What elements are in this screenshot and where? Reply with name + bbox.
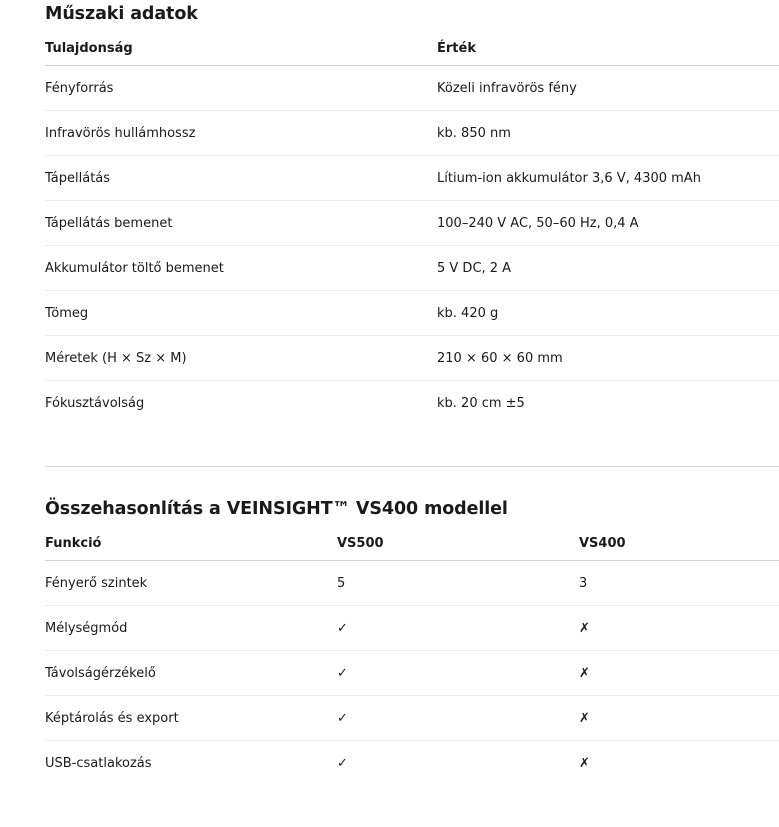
spec-property: Tápellátás bbox=[45, 156, 437, 201]
column-header-value: Érték bbox=[437, 31, 779, 66]
column-header-property: Tulajdonság bbox=[45, 31, 437, 66]
check-mark-icon: ✓ bbox=[337, 606, 579, 651]
spec-property: Fényforrás bbox=[45, 66, 437, 111]
table-row bbox=[45, 606, 779, 651]
spec-property: Infravörös hullámhossz bbox=[45, 111, 437, 156]
spec-value: 100–240 V AC, 50–60 Hz, 0,4 A bbox=[437, 201, 779, 246]
cross-mark-icon: ✗ bbox=[579, 755, 590, 771]
feature-name: Képtárolás és export bbox=[45, 696, 337, 741]
table-row bbox=[45, 336, 779, 381]
check-mark-icon: ✓ bbox=[337, 755, 348, 771]
spec-property: Tömeg bbox=[45, 291, 437, 336]
table-row bbox=[45, 66, 779, 111]
check-mark-icon: ✓ bbox=[337, 696, 579, 741]
spec-value: kb. 850 nm bbox=[437, 111, 779, 156]
table-header-row bbox=[45, 31, 779, 66]
feature-name: Fényerő szintek bbox=[45, 561, 337, 606]
vs400-value: 3 bbox=[579, 561, 779, 606]
table-row bbox=[45, 651, 779, 696]
table-row bbox=[45, 156, 779, 201]
spec-value: kb. 420 g bbox=[437, 291, 779, 336]
cross-mark-icon: ✗ bbox=[579, 696, 779, 741]
spec-value: kb. 20 cm ±5 bbox=[437, 395, 525, 411]
comparison-section-title: Összehasonlítás a VEINSIGHT™ VS400 modellel bbox=[45, 499, 508, 519]
spec-value: 5 V DC, 2 A bbox=[437, 246, 779, 291]
table-row bbox=[45, 561, 779, 606]
feature-name: Távolságérzékelő bbox=[45, 651, 337, 696]
table-row bbox=[45, 246, 779, 291]
cross-mark-icon: ✗ bbox=[579, 651, 779, 696]
check-mark-icon: ✓ bbox=[337, 651, 579, 696]
spec-property: Méretek (H × Sz × M) bbox=[45, 336, 437, 381]
vs500-value: 5 bbox=[337, 561, 579, 606]
spec-property: Akkumulátor töltő bemenet bbox=[45, 246, 437, 291]
spec-value: Közeli infravörös fény bbox=[437, 66, 779, 111]
table-row bbox=[45, 696, 779, 741]
table-row bbox=[45, 111, 779, 156]
spec-value: Lítium-ion akkumulátor 3,6 V, 4300 mAh bbox=[437, 156, 779, 201]
section-divider bbox=[45, 466, 779, 467]
column-header-vs400: VS400 bbox=[579, 526, 779, 561]
specs-table bbox=[45, 31, 779, 425]
column-header-feature: Funkció bbox=[45, 526, 337, 561]
spec-value: 210 × 60 × 60 mm bbox=[437, 336, 779, 381]
specs-section-title: Műszaki adatok bbox=[45, 4, 198, 24]
comparison-table bbox=[45, 526, 779, 785]
spec-property: Tápellátás bemenet bbox=[45, 201, 437, 246]
table-row bbox=[45, 201, 779, 246]
cross-mark-icon: ✗ bbox=[579, 606, 779, 651]
table-row bbox=[45, 381, 779, 426]
column-header-vs500: VS500 bbox=[337, 526, 579, 561]
feature-name: Mélységmód bbox=[45, 606, 337, 651]
table-row bbox=[45, 291, 779, 336]
table-header-row bbox=[45, 526, 779, 561]
spec-property: Fókusztávolság bbox=[45, 395, 145, 411]
feature-name: USB-csatlakozás bbox=[45, 755, 152, 771]
table-row bbox=[45, 741, 779, 786]
